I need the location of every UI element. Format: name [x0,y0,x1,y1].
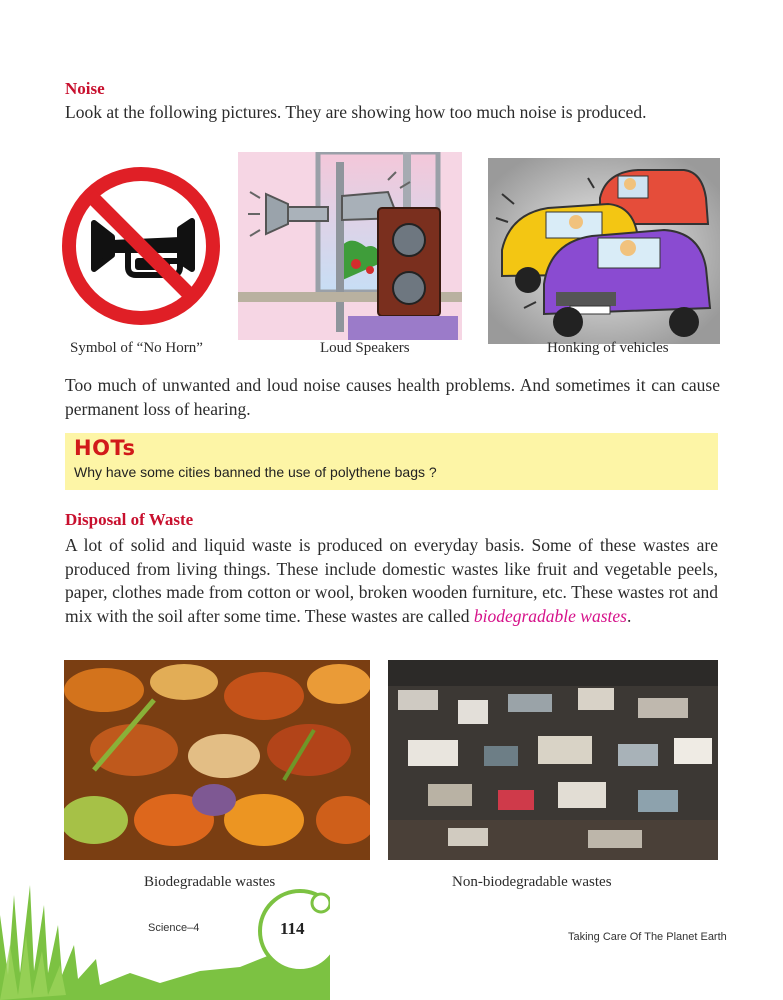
caption-biodegradable: Biodegradable wastes [144,874,276,890]
biodegradable-waste-photo [64,660,370,860]
page-number: 114 [280,919,305,938]
no-horn-symbol [60,165,222,327]
caption-honking: Honking of vehicles [547,340,669,356]
waste-paragraph-end: . [626,605,632,626]
noise-effects-paragraph: Too much of unwanted and loud noise causes health problems. And sometimes it can cause permanent loss of hearing. [65,375,720,419]
hots-box [65,433,718,490]
waste-paragraph-text: A lot of solid and liquid waste is produced on everyday basis. Some of these wastes are produced from living things. These include domestic wastes like fruit and vegetable peels, paper, clothes made from cotton or wool, broken wooden furniture, etc. These wastes rot and mix with the soil after some time. These wastes are called [65,535,718,626]
caption-no-horn: Symbol of “No Horn” [70,340,203,356]
footer-subject: Science–4 [148,922,200,934]
footer-chapter: Taking Care Of The Planet Earth [568,931,727,943]
caption-non-biodegradable: Non-biodegradable wastes [452,874,612,890]
biodegradable-term: biodegradable wastes [473,605,627,626]
loud-speakers-image [238,152,462,340]
non-biodegradable-waste-photo [388,660,718,860]
honking-vehicles-image [488,158,720,344]
hots-question: Why have some cities banned the use of polythene bags ? [74,464,437,480]
caption-loud-speakers: Loud Speakers [320,340,410,356]
waste-paragraph [65,534,718,628]
noise-heading: Noise [65,79,105,98]
waste-heading: Disposal of Waste [65,510,194,529]
hots-logo: HOTs [74,436,136,460]
noise-intro: Look at the following pictures. They are showing how too much noise is produced. [65,102,647,122]
